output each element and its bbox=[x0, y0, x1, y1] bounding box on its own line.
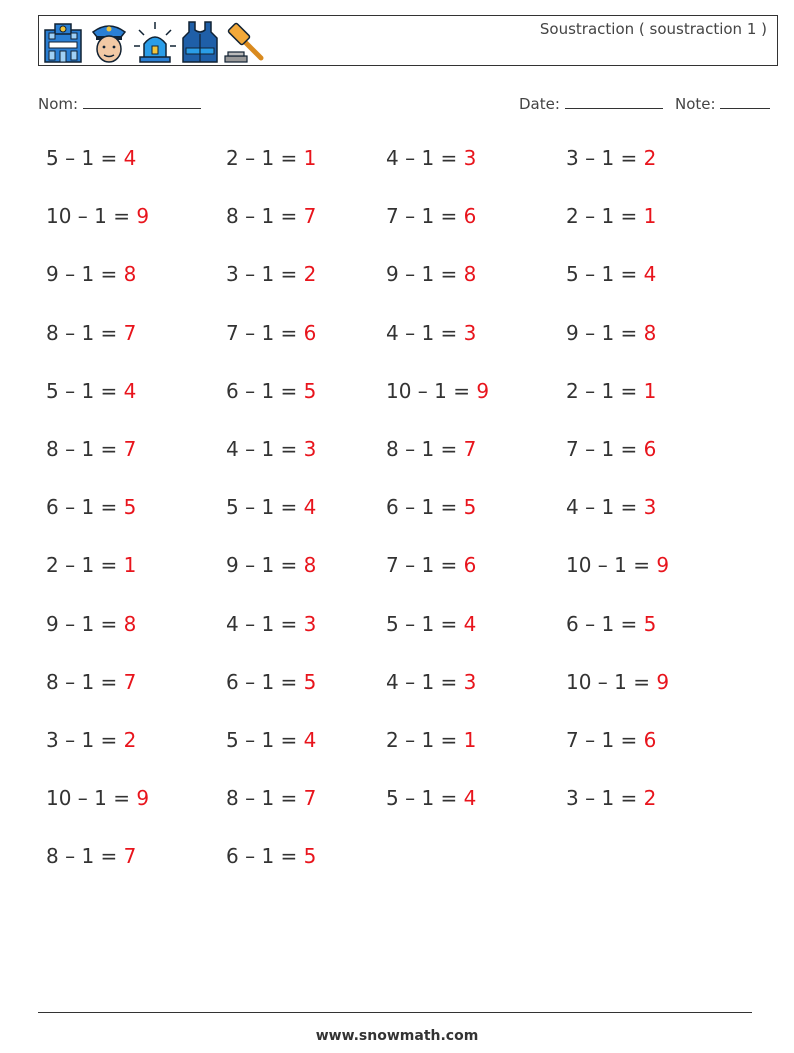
problem-item bbox=[226, 670, 316, 694]
problem-expression: 2 – 1 = bbox=[566, 378, 644, 403]
police-officer-icon bbox=[89, 20, 129, 64]
problem-expression: 7 – 1 = bbox=[566, 728, 644, 752]
problem-expression: 8 – 1 = bbox=[386, 437, 464, 461]
problem-expression: 9 – 1 = bbox=[566, 320, 644, 345]
problem-item bbox=[226, 786, 316, 810]
problem-item bbox=[46, 553, 136, 577]
problem-item bbox=[566, 437, 656, 461]
problem-answer: 8 bbox=[643, 320, 657, 345]
problem-expression: 10 – 1 = bbox=[46, 204, 137, 229]
problem-answer: 9 bbox=[136, 204, 150, 229]
footer-url: www.snowmath.com bbox=[315, 1028, 479, 1044]
problem-expression: 3 – 1 = bbox=[566, 146, 644, 170]
date-field bbox=[519, 94, 663, 113]
problem-expression: 6 – 1 = bbox=[566, 611, 644, 636]
problem-expression: 7 – 1 = bbox=[226, 320, 304, 345]
problem-answer: 7 bbox=[303, 786, 317, 811]
note-blank bbox=[720, 94, 770, 109]
problem-item bbox=[46, 612, 136, 636]
problem-answer: 1 bbox=[303, 146, 317, 170]
problem-item bbox=[226, 321, 316, 345]
problem-expression: 5 – 1 = bbox=[386, 786, 464, 811]
problem-answer: 3 bbox=[643, 495, 657, 520]
problem-answer: 2 bbox=[123, 728, 137, 752]
problem-item bbox=[386, 321, 476, 345]
problem-item bbox=[386, 612, 476, 636]
problem-answer: 6 bbox=[643, 437, 657, 461]
problem-item bbox=[386, 670, 476, 694]
problem-answer: 1 bbox=[123, 553, 137, 578]
problem-expression: 9 – 1 = bbox=[46, 262, 124, 287]
problem-item bbox=[386, 379, 489, 403]
problem-answer: 4 bbox=[463, 611, 477, 636]
problem-item bbox=[566, 146, 656, 170]
problem-item bbox=[226, 437, 316, 461]
name-blank bbox=[83, 94, 201, 109]
problem-answer: 7 bbox=[123, 437, 137, 461]
problem-expression: 3 – 1 = bbox=[566, 786, 644, 811]
problem-item bbox=[566, 379, 656, 403]
problem-answer: 3 bbox=[463, 320, 477, 345]
problem-item bbox=[46, 321, 136, 345]
problem-answer: 6 bbox=[463, 204, 477, 229]
problem-answer: 8 bbox=[123, 262, 137, 287]
police-station-icon bbox=[41, 20, 85, 64]
problem-expression: 5 – 1 = bbox=[386, 611, 464, 636]
problem-answer: 9 bbox=[656, 553, 670, 578]
problem-expression: 7 – 1 = bbox=[386, 553, 464, 578]
problem-expression: 5 – 1 = bbox=[46, 378, 124, 403]
problem-item bbox=[46, 437, 136, 461]
problem-item bbox=[386, 204, 476, 228]
problem-item bbox=[566, 262, 656, 286]
problem-answer: 9 bbox=[476, 378, 490, 403]
problem-answer: 7 bbox=[123, 844, 137, 869]
problem-expression: 2 – 1 = bbox=[566, 204, 644, 229]
problem-item bbox=[46, 262, 136, 286]
problem-answer: 9 bbox=[656, 669, 670, 694]
problem-answer: 6 bbox=[303, 320, 317, 345]
problem-expression: 9 – 1 = bbox=[386, 262, 464, 287]
problem-item bbox=[566, 204, 656, 228]
problem-expression: 5 – 1 = bbox=[226, 495, 304, 520]
problem-item bbox=[226, 262, 316, 286]
problem-answer: 4 bbox=[303, 728, 317, 752]
problem-item bbox=[46, 204, 149, 228]
problem-answer: 1 bbox=[643, 204, 657, 229]
problem-expression: 4 – 1 = bbox=[386, 320, 464, 345]
worksheet-header bbox=[38, 15, 778, 66]
problem-expression: 7 – 1 = bbox=[386, 204, 464, 229]
problem-item bbox=[566, 670, 669, 694]
problem-expression: 6 – 1 = bbox=[226, 844, 304, 869]
problem-item bbox=[226, 495, 316, 519]
problem-expression: 5 – 1 = bbox=[226, 728, 304, 752]
problem-answer: 1 bbox=[463, 728, 477, 752]
problem-item bbox=[46, 670, 136, 694]
problem-expression: 9 – 1 = bbox=[226, 553, 304, 578]
problem-expression: 3 – 1 = bbox=[226, 262, 304, 287]
problem-answer: 8 bbox=[463, 262, 477, 287]
siren-icon bbox=[133, 20, 177, 64]
problem-item bbox=[566, 786, 656, 810]
date-label: Date: bbox=[519, 95, 560, 113]
problem-expression: 6 – 1 = bbox=[386, 495, 464, 520]
problem-expression: 2 – 1 = bbox=[386, 728, 464, 752]
gavel-icon bbox=[223, 20, 267, 64]
problem-expression: 2 – 1 = bbox=[226, 146, 304, 170]
problem-expression: 4 – 1 = bbox=[226, 611, 304, 636]
problem-item bbox=[386, 495, 476, 519]
problem-answer: 7 bbox=[303, 204, 317, 229]
problem-expression: 10 – 1 = bbox=[386, 378, 477, 403]
problem-answer: 3 bbox=[463, 146, 477, 170]
problem-expression: 8 – 1 = bbox=[226, 204, 304, 229]
problem-expression: 6 – 1 = bbox=[226, 669, 304, 694]
problem-answer: 3 bbox=[303, 437, 317, 461]
problem-item bbox=[386, 553, 476, 577]
problem-item bbox=[46, 786, 149, 810]
note-label: Note: bbox=[675, 95, 716, 113]
footer-divider bbox=[38, 1012, 752, 1013]
problem-item bbox=[46, 146, 136, 170]
problem-expression: 2 – 1 = bbox=[46, 553, 124, 578]
problem-answer: 7 bbox=[123, 320, 137, 345]
problem-expression: 7 – 1 = bbox=[566, 437, 644, 461]
problem-expression: 4 – 1 = bbox=[386, 669, 464, 694]
problem-answer: 4 bbox=[303, 495, 317, 520]
note-field bbox=[675, 94, 770, 113]
problem-item bbox=[226, 553, 316, 577]
problem-expression: 3 – 1 = bbox=[46, 728, 124, 752]
bulletproof-vest-icon bbox=[181, 20, 219, 64]
problem-answer: 1 bbox=[643, 378, 657, 403]
problem-answer: 4 bbox=[123, 146, 137, 170]
problem-answer: 4 bbox=[643, 262, 657, 287]
problem-expression: 10 – 1 = bbox=[566, 669, 657, 694]
problem-item bbox=[566, 321, 656, 345]
problem-expression: 4 – 1 = bbox=[386, 146, 464, 170]
problem-item bbox=[226, 844, 316, 868]
problem-answer: 5 bbox=[303, 844, 317, 869]
date-blank bbox=[565, 94, 663, 109]
problem-expression: 8 – 1 = bbox=[46, 320, 124, 345]
problem-answer: 7 bbox=[123, 669, 137, 694]
problem-item bbox=[46, 728, 136, 752]
problem-expression: 6 – 1 = bbox=[46, 495, 124, 520]
problem-item bbox=[386, 728, 476, 752]
problem-answer: 3 bbox=[303, 611, 317, 636]
header-icons bbox=[41, 19, 267, 65]
worksheet-title: Soustraction ( soustraction 1 ) bbox=[539, 20, 767, 38]
problem-item bbox=[46, 495, 136, 519]
problem-item bbox=[386, 146, 476, 170]
problem-expression: 5 – 1 = bbox=[566, 262, 644, 287]
problem-answer: 5 bbox=[123, 495, 137, 520]
problem-expression: 8 – 1 = bbox=[226, 786, 304, 811]
problem-item bbox=[226, 728, 316, 752]
problem-answer: 2 bbox=[643, 146, 657, 170]
problem-answer: 5 bbox=[303, 378, 317, 403]
problem-item bbox=[386, 786, 476, 810]
problem-answer: 4 bbox=[463, 786, 477, 811]
problem-answer: 8 bbox=[303, 553, 317, 578]
problem-item bbox=[46, 379, 136, 403]
problem-item bbox=[566, 612, 656, 636]
problem-answer: 5 bbox=[303, 669, 317, 694]
problem-item bbox=[566, 553, 669, 577]
problem-expression: 5 – 1 = bbox=[46, 146, 124, 170]
problem-answer: 9 bbox=[136, 786, 150, 811]
problem-expression: 4 – 1 = bbox=[226, 437, 304, 461]
problem-expression: 8 – 1 = bbox=[46, 437, 124, 461]
problem-answer: 7 bbox=[463, 437, 477, 461]
name-label: Nom: bbox=[38, 95, 79, 113]
problem-answer: 5 bbox=[643, 611, 657, 636]
problem-answer: 5 bbox=[463, 495, 477, 520]
problem-answer: 2 bbox=[643, 786, 657, 811]
problem-item bbox=[386, 262, 476, 286]
name-field bbox=[38, 94, 201, 113]
problem-answer: 2 bbox=[303, 262, 317, 287]
problem-item bbox=[226, 379, 316, 403]
problem-answer: 6 bbox=[463, 553, 477, 578]
problem-answer: 8 bbox=[123, 611, 137, 636]
problem-expression: 8 – 1 = bbox=[46, 669, 124, 694]
problem-item bbox=[566, 495, 656, 519]
problem-item bbox=[226, 146, 316, 170]
problem-item bbox=[226, 612, 316, 636]
problem-answer: 6 bbox=[643, 728, 657, 752]
problem-item bbox=[386, 437, 476, 461]
problem-expression: 10 – 1 = bbox=[566, 553, 657, 578]
problem-expression: 9 – 1 = bbox=[46, 611, 124, 636]
problem-expression: 4 – 1 = bbox=[566, 495, 644, 520]
problem-answer: 4 bbox=[123, 378, 137, 403]
problem-expression: 10 – 1 = bbox=[46, 786, 137, 811]
problem-item bbox=[46, 844, 136, 868]
problem-answer: 3 bbox=[463, 669, 477, 694]
problem-item bbox=[566, 728, 656, 752]
problem-expression: 8 – 1 = bbox=[46, 844, 124, 869]
problem-expression: 6 – 1 = bbox=[226, 378, 304, 403]
problem-item bbox=[226, 204, 316, 228]
